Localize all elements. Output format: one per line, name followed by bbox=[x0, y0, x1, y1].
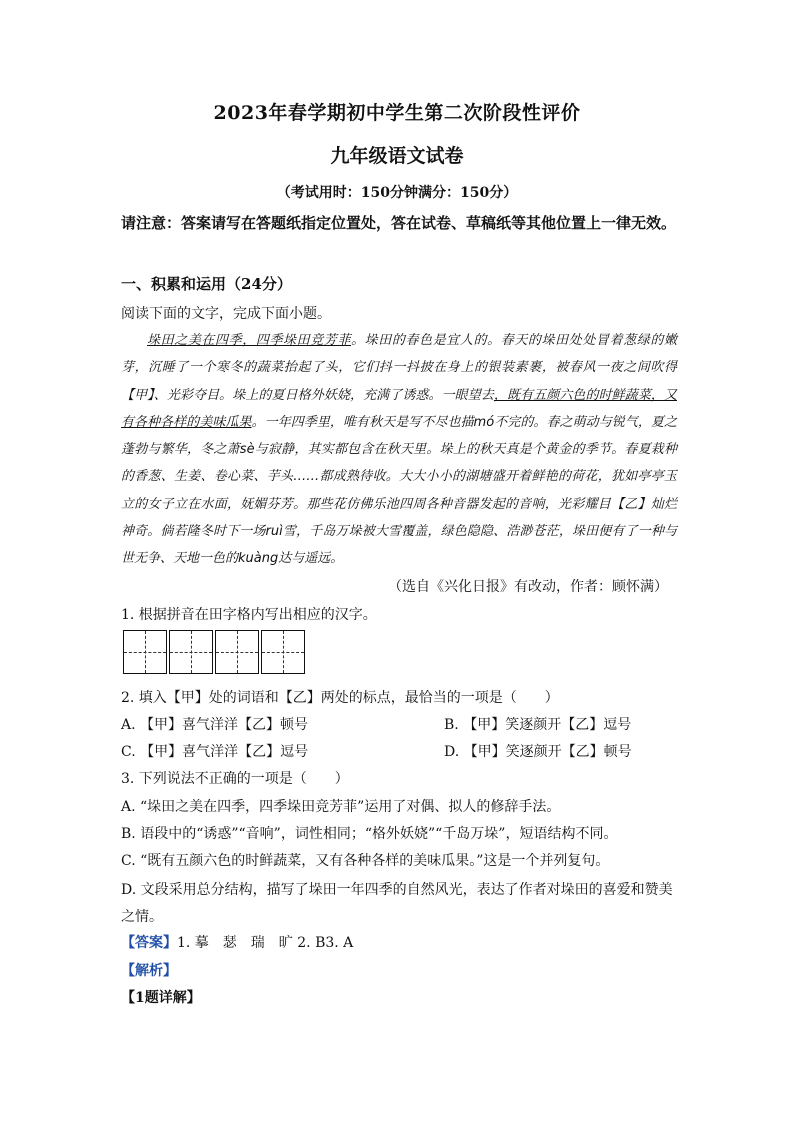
section-heading: 一、积累和运用（24分） bbox=[121, 275, 292, 293]
tianzige-box[interactable] bbox=[261, 630, 305, 674]
reading-passage bbox=[121, 327, 677, 573]
underlined-sentence-2: ，既有五颜六色的时鲜蔬菜，又有各种各样的美味瓜果 bbox=[121, 387, 677, 430]
detail-label: 【1题详解】 bbox=[121, 990, 201, 1006]
q2-option-b[interactable]: B. 【甲】笑逐颜开【乙】逗号 bbox=[444, 717, 632, 733]
answer-label: 【答案】 bbox=[121, 935, 177, 951]
exam-info: （考试用时：150分钟满分：150分） bbox=[276, 185, 518, 201]
q2-option-c[interactable]: C. 【甲】喜气洋洋【乙】逗号 bbox=[121, 744, 309, 760]
answer-line bbox=[121, 932, 353, 952]
tianzige-grid bbox=[123, 630, 305, 674]
question-2: 2. 填入【甲】处的词语和【乙】两处的标点，最恰当的一项是（ ） bbox=[121, 690, 559, 706]
q3-option-d[interactable]: D. 文段采用总分结构，描写了垛田一年四季的自然风光，表达了作者对垛田的喜爱和赞美之情。 bbox=[121, 882, 673, 925]
q2-option-a[interactable]: A. 【甲】喜气洋洋【乙】顿号 bbox=[121, 717, 309, 733]
notice: 请注意：答案请写在答题纸指定位置处，答在试卷、草稿纸等其他位置上一律无效。 bbox=[121, 214, 677, 232]
question-1: 1. 根据拼音在田字格内写出相应的汉字。 bbox=[121, 607, 377, 623]
tianzige-box[interactable] bbox=[169, 630, 213, 674]
analysis-label: 【解析】 bbox=[121, 963, 177, 979]
exam-title: 2023年春学期初中学生第二次阶段性评价 bbox=[213, 102, 581, 124]
passage-text-2: 。一年四季里，唯有秋天是写不尽也描mó不完的。春之萌动与锐气，夏之蓬勃与繁华，冬之萧sè与寂静，其实都包含在秋天里。垛上的秋天真是个黄金的季节。春夏栽种的香葱、生姜、卷心菜、芋头……都成熟待收。大大小小的湖塘盛开着鲜艳的荷花，犹如亭亭玉立的女子立在水面，妩媚芬芳。那些花仿佛乐池四周各种音器发起的音响，光彩耀目【乙】灿烂神奇。倘若隆冬时下一场ruì雪，千岛万垛被大雪覆盖，绿色隐隐、浩渺苍茫，垛田便有了一种与世无争、天地一色的kuàng达与遥远。 bbox=[121, 414, 677, 567]
passage-source: （选自《兴化日报》有改动，作者：顾怀满） bbox=[388, 579, 668, 595]
question-3: 3. 下列说法不正确的一项是（ ） bbox=[121, 771, 349, 787]
q3-option-c[interactable]: C. “既有五颜六色的时鲜蔬菜，又有各种各样的美味瓜果。”这是一个并列复句。 bbox=[121, 853, 610, 869]
answer-text: 1. 摹 瑟 瑞 旷 2. B3. A bbox=[177, 935, 354, 951]
tianzige-box[interactable] bbox=[123, 630, 167, 674]
tianzige-box[interactable] bbox=[215, 630, 259, 674]
exam-subject: 九年级语文试卷 bbox=[330, 145, 464, 167]
q3-option-a[interactable]: A. “垛田之美在四季，四季垛田竞芳菲”运用了对偶、拟人的修辞手法。 bbox=[121, 799, 561, 815]
underlined-sentence-1: 垛田之美在四季，四季垛田竞芳菲 bbox=[147, 333, 352, 348]
instruction: 阅读下面的文字，完成下面小题。 bbox=[121, 306, 331, 322]
q2-option-d[interactable]: D. 【甲】笑逐颜开【乙】顿号 bbox=[444, 744, 632, 760]
q3-option-b[interactable]: B. 语段中的“诱惑”“音响”，词性相同；“格外妖娆”“千岛万垛”，短语结构不同。 bbox=[121, 826, 618, 842]
passage-text-1: 。垛田的春色是宜人的。春天的垛田处处冒着葱绿的嫩芽，沉睡了一个寒冬的蔬菜抬起了头，它们抖一抖披在身上的银装素裹，被春风一夜之间吹得【甲】、光彩夺目。垛上的夏日格外妖娆，充满了诱惑。一眼望去 bbox=[121, 333, 677, 403]
